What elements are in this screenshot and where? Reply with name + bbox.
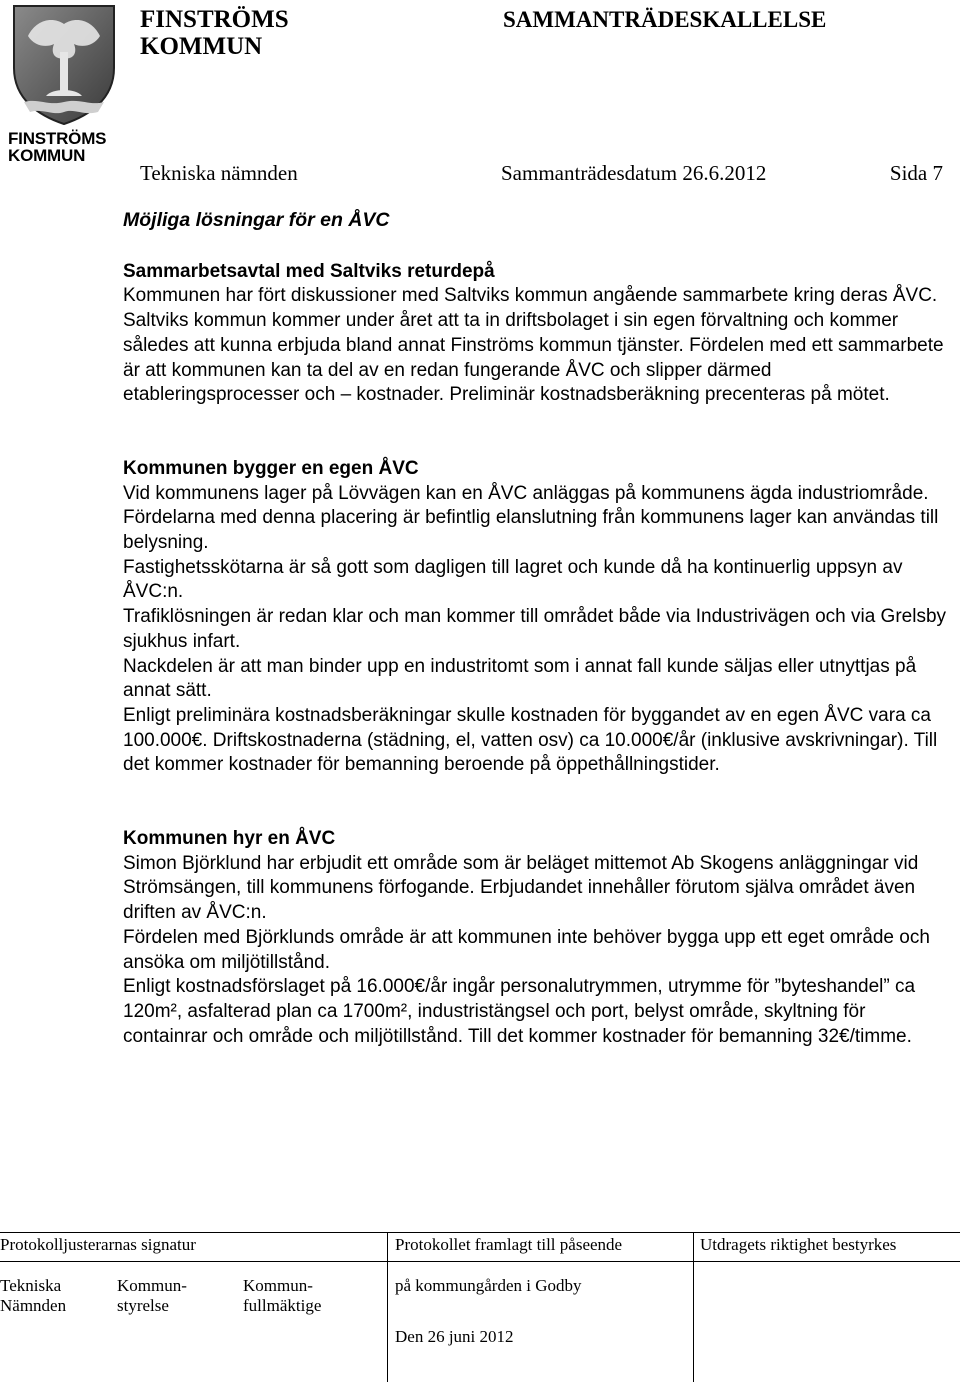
paragraph: Fördelarna med denna placering är befintlig elanslutning från kommunens lager kan användas till belysning. bbox=[123, 507, 939, 554]
page-number: Sida 7 bbox=[889, 161, 943, 185]
footer-header-certified: Utdragets riktighet bestyrkes bbox=[700, 1235, 897, 1254]
section-heading: Kommunen bygger en egen ÅVC bbox=[123, 457, 419, 479]
section-rent bbox=[123, 827, 953, 1049]
meeting-date: Sammanträdesdatum 26.6.2012 bbox=[501, 161, 767, 185]
paragraph: Kommunen har fört diskussioner med Saltviks kommun angående sammarbete kring deras ÅVC. Saltviks kommun kommer under året att ta in driftsbolaget i sin egen förvaltning och kommer således att kunna erbjuda bland annat Finströms kommun tjänster. Fördelen med ett sammarbete är att kommunen kan ta del av en redan fungerande ÅVC och slipper därmed etableringsprocesser och – kostnader. Preliminär kostnadsberäkning precenteras på mötet. bbox=[123, 285, 944, 406]
paragraph: Enligt kostnadsförslaget på 16.000€/år ingår personalutrymmen, utrymme för ”byteshandel” ca 120m², asfalterad plan ca 1700m², industristängsel och port, belyst område, skyltning för containrar och område och miljötillstånd. Till det kommer kostnader för bemanning 32€/timme. bbox=[123, 976, 916, 1047]
paragraph: Vid kommunens lager på Lövvägen kan en ÅVC anläggas på kommunens ägda industriområde. bbox=[123, 482, 929, 504]
section-heading: Sammarbetsavtal med Saltviks returdepå bbox=[123, 260, 495, 282]
signature-label-line2: Nämnden bbox=[0, 1296, 67, 1315]
paragraph: Enligt preliminära kostnadsberäkningar skulle kostnaden för byggandet av en egen ÅVC vara ca 100.000€. Driftskostnaderna (städning, el, vatten osv) ca 10.000€/år (inklusive avskrivningar). Till det kommer kostnader för bemanning beroende på öppethållningstider. bbox=[123, 704, 938, 776]
logo-text-line1: FINSTRÖMS bbox=[8, 129, 107, 148]
logo-text-line2: KOMMUN bbox=[8, 146, 86, 165]
document-type: SAMMANTRÄDESKALLELSE bbox=[503, 7, 827, 32]
logo-text bbox=[8, 130, 126, 164]
municipality-name-line1: FINSTRÖMS bbox=[140, 6, 289, 33]
section-saltvik-cooperation bbox=[123, 260, 953, 408]
footer-header-posted: Protokollet framlagt till påseende bbox=[395, 1235, 623, 1254]
municipality-logo bbox=[8, 2, 123, 164]
paragraph: Fastighetsskötarna är så gott som dagligen till lagret och kunde då ha kontinuerlig uppsyn av ÅVC:n. bbox=[123, 556, 903, 603]
posted-date: Den 26 juni 2012 bbox=[395, 1327, 514, 1346]
coat-of-arms-icon bbox=[8, 2, 120, 128]
signature-label-line1: Kommun- bbox=[243, 1276, 313, 1295]
paragraph: Simon Björklund har erbjudit ett område som är beläget mittemot Ab Skogens anläggningar vid Strömsängen, till kommunens förfogande. Erbjudandet innehåller förutom själva området även driften av ÅVC:n. bbox=[123, 852, 919, 924]
municipality-name-line2: KOMMUN bbox=[140, 33, 263, 60]
paragraph: Fördelen med Björklunds område är att kommunen inte behöver bygga upp ett eget område och ansöka om miljötillstånd. bbox=[123, 926, 930, 973]
document-body bbox=[123, 208, 953, 1049]
department: Tekniska nämnden bbox=[140, 161, 298, 185]
paragraph: Nackdelen är att man binder upp en industritomt som i annat fall kunde säljas eller utnyttjas på annat sätt. bbox=[123, 655, 917, 702]
signature-label-line2: styrelse bbox=[117, 1296, 169, 1315]
posted-place: på kommungården i Godby bbox=[395, 1276, 582, 1295]
footer-column-divider bbox=[693, 1232, 694, 1382]
footer-top-rule bbox=[0, 1232, 960, 1233]
signature-label-line2: fullmäktige bbox=[243, 1296, 322, 1315]
footer-column-divider bbox=[387, 1232, 388, 1382]
section-heading: Kommunen hyr en ÅVC bbox=[123, 828, 336, 850]
page-title: Möjliga lösningar för en ÅVC bbox=[123, 209, 390, 231]
signature-label-line1: Kommun- bbox=[117, 1276, 187, 1295]
paragraph: Trafiklösningen är redan klar och man kommer till området både via Industrivägen och via Grelsby sjukhus infart. bbox=[123, 606, 947, 652]
municipality-name bbox=[140, 6, 289, 60]
signature-label-line1: Tekniska bbox=[0, 1276, 62, 1295]
footer-header-signatures: Protokolljusterarnas signatur bbox=[0, 1235, 196, 1254]
section-build-own bbox=[123, 457, 953, 778]
footer-header-rule bbox=[0, 1261, 960, 1262]
signature-technical-board bbox=[0, 1276, 66, 1316]
signature-municipal-board bbox=[117, 1276, 187, 1316]
signature-municipal-council bbox=[243, 1276, 321, 1316]
